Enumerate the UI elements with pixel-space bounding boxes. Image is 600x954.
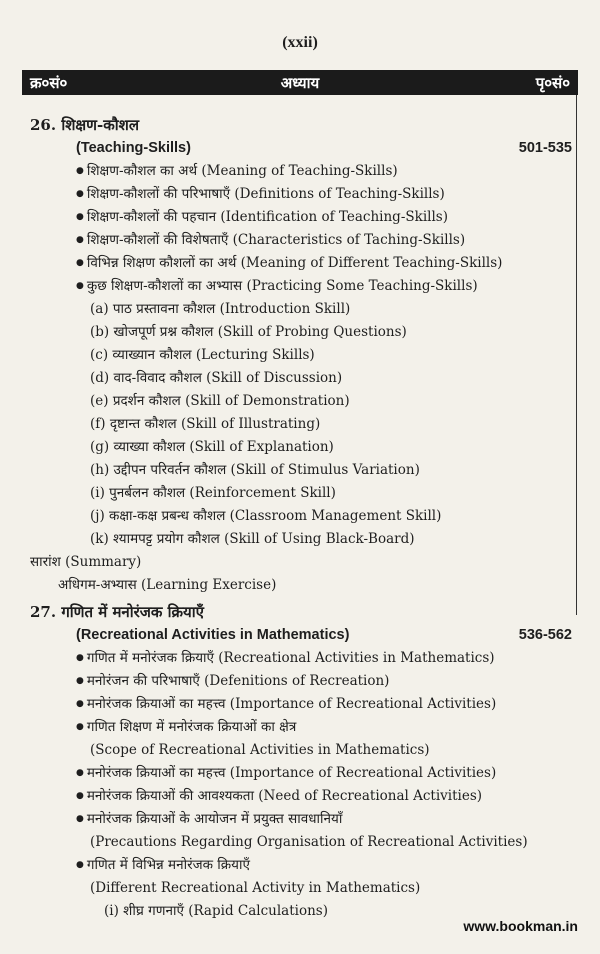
- contents-list: [30, 114, 578, 923]
- subtopic-item: (h) उद्दीपन परिवर्तन कौशल (Skill of Stimulus Variation): [90, 462, 420, 478]
- chapter-title: 26. शिक्षण-कौशल: [30, 116, 140, 134]
- topic-item: ● मनोरंजक क्रियाओं के आयोजन में प्रयुक्त सावधानियाँ: [30, 808, 578, 831]
- subtopic-item: (j) कक्षा-कक्ष प्रबन्ध कौशल (Classroom Management Skill): [90, 508, 442, 524]
- subtopic-item: (f) दृष्टान्त कौशल (Skill of Illustrating): [90, 416, 321, 432]
- chapter-subtitle: (Teaching-Skills): [76, 140, 191, 156]
- subtopic-item: (i) पुनर्बलन कौशल (Reinforcement Skill): [90, 485, 336, 501]
- topic-item: ● गणित में विभिन्न मनोरंजक क्रियाएँ: [30, 854, 578, 877]
- subtopic-item: (a) पाठ प्रस्तावना कौशल (Introduction Skill): [90, 301, 351, 317]
- chapter-subtitle: (Recreational Activities in Mathematics): [76, 627, 350, 643]
- subtopic-item: (d) वाद-विवाद कौशल (Skill of Discussion): [90, 370, 343, 386]
- page-number: (xxii): [282, 34, 318, 51]
- table-header: [22, 70, 578, 95]
- list-item: (Different Recreational Activity in Mathematics): [90, 880, 421, 896]
- header-serial-no: क्र०सं०: [30, 74, 68, 92]
- subtopic-item: (g) व्याख्या कौशल (Skill of Explanation): [90, 439, 334, 455]
- header-chapter: अध्याय: [280, 74, 320, 92]
- topic-item: ● शिक्षण-कौशलों की पहचान (Identification of Teaching-Skills): [30, 206, 578, 229]
- chapter-subtitle-row: [30, 137, 578, 160]
- page-range: 536-562: [518, 627, 572, 643]
- subtopic-item: (e) प्रदर्शन कौशल (Skill of Demonstration): [90, 393, 350, 409]
- subtopic-item: (c) व्याख्यान कौशल (Lecturing Skills): [90, 347, 315, 363]
- topic-item: ● शिक्षण-कौशलों की विशेषताएँ (Characteristics of Taching-Skills): [30, 229, 578, 252]
- chapter-subtitle-row: [30, 624, 578, 647]
- list-item: (Precautions Regarding Organisation of Recreational Activities): [90, 834, 528, 850]
- subtopic-item: (i) शीघ्र गणनाएँ (Rapid Calculations): [104, 903, 328, 919]
- topic-item: ● विभिन्न शिक्षण कौशलों का अर्थ (Meaning of Different Teaching-Skills): [30, 252, 578, 275]
- subtopic-item: (k) श्यामपट्ट प्रयोग कौशल (Skill of Using Black-Board): [90, 531, 415, 547]
- page-range: 501-535: [518, 140, 572, 156]
- topic-item: ● मनोरंजन की परिभाषाएँ (Defenitions of Recreation): [30, 670, 578, 693]
- topic-item: ● कुछ शिक्षण-कौशलों का अभ्यास (Practicing Some Teaching-Skills): [30, 275, 578, 298]
- topic-item: ● गणित में मनोरंजक क्रियाएँ (Recreational Activities in Mathematics): [30, 647, 578, 670]
- watermark: www.bookman.in: [463, 918, 578, 934]
- list-item: (Scope of Recreational Activities in Mathematics): [90, 742, 430, 758]
- list-item: सारांश (Summary): [30, 554, 142, 570]
- topic-item: ● गणित शिक्षण में मनोरंजक क्रियाओं का क्षेत्र: [30, 716, 578, 739]
- list-item: अधिगम-अभ्यास (Learning Exercise): [58, 577, 277, 593]
- topic-item: ● मनोरंजक क्रियाओं का महत्त्व (Importance of Recreational Activities): [30, 762, 578, 785]
- topic-item: ● शिक्षण-कौशल का अर्थ (Meaning of Teaching-Skills): [30, 160, 578, 183]
- topic-item: ● मनोरंजक क्रियाओं की आवश्यकता (Need of Recreational Activities): [30, 785, 578, 808]
- topic-item: ● शिक्षण-कौशलों की परिभाषाएँ (Definitions of Teaching-Skills): [30, 183, 578, 206]
- topic-item: ● मनोरंजक क्रियाओं का महत्त्व (Importance of Recreational Activities): [30, 693, 578, 716]
- header-page-no: पृ०सं०: [535, 74, 570, 92]
- chapter-title: 27. गणित में मनोरंजक क्रियाएँ: [30, 603, 204, 621]
- subtopic-item: (b) खोजपूर्ण प्रश्न कौशल (Skill of Probing Questions): [90, 324, 407, 340]
